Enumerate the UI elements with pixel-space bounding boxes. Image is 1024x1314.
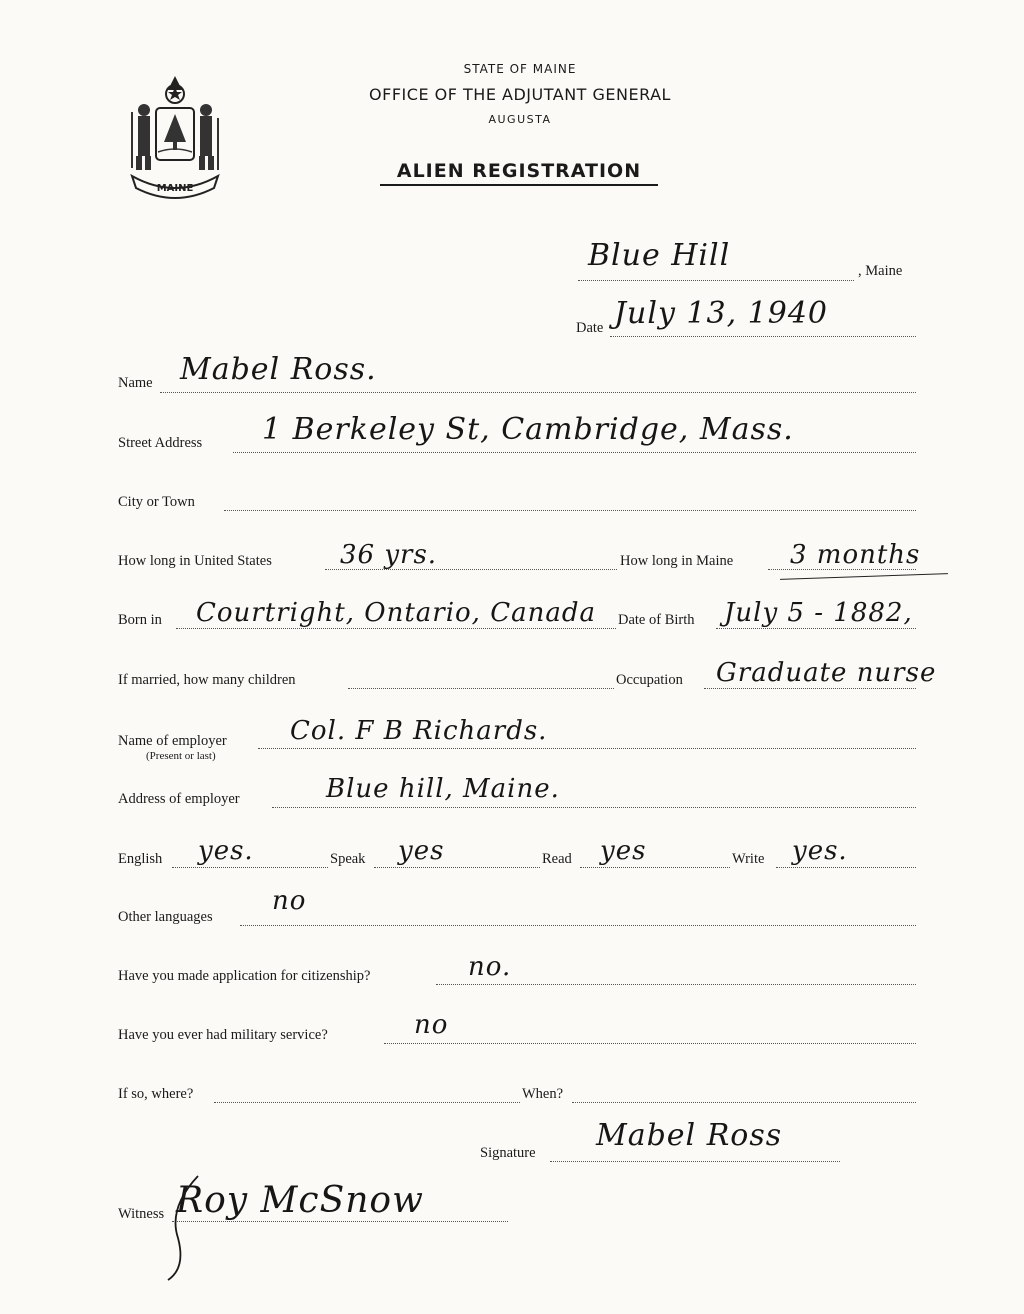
- town-entry: Blue Hill: [588, 238, 731, 273]
- write-entry: yes.: [792, 836, 848, 866]
- read-label: Read: [542, 851, 572, 867]
- seal-banner-text: MAINE: [156, 183, 194, 194]
- date-of-birth-entry: July 5 - 1882,: [724, 598, 913, 628]
- date-line: [610, 336, 916, 337]
- witness-label: Witness: [118, 1206, 165, 1222]
- write-label: Write: [732, 851, 765, 867]
- witness-flourish-icon: [158, 1168, 278, 1288]
- how-long-maine-label: How long in Maine: [620, 553, 734, 569]
- date-label: Date: [576, 320, 604, 336]
- where-line: [214, 1102, 520, 1103]
- military-entry: no: [414, 1010, 449, 1040]
- town-line: [578, 280, 854, 281]
- citizenship-entry: no.: [468, 952, 512, 982]
- form-title: ALIEN REGISTRATION: [380, 160, 658, 186]
- employer-address-label: Address of employer: [118, 791, 240, 807]
- city-label: City or Town: [118, 494, 195, 510]
- military-label: Have you ever had military service?: [118, 1027, 328, 1043]
- employer-sublabel: (Present or last): [146, 750, 216, 762]
- date-of-birth-label: Date of Birth: [618, 612, 695, 628]
- signature-line: [550, 1161, 840, 1162]
- when-line: [572, 1102, 916, 1103]
- how-long-us-label: How long in United States: [118, 553, 272, 569]
- english-line: [172, 867, 328, 868]
- speak-entry: yes: [398, 836, 445, 866]
- witness-signature: Roy McSnow: [176, 1180, 424, 1221]
- signature-label: Signature: [480, 1145, 536, 1161]
- employer-line: [258, 748, 916, 749]
- other-languages-line: [240, 925, 916, 926]
- citizenship-label: Have you made application for citizenship?: [118, 968, 371, 984]
- occupation-entry: Graduate nurse: [716, 658, 937, 688]
- born-in-entry: Courtright, Ontario, Canada: [196, 598, 597, 628]
- born-in-line: [176, 628, 616, 629]
- name-line: [160, 392, 916, 393]
- maine-label: , Maine: [858, 263, 903, 279]
- other-languages-entry: no: [272, 886, 307, 916]
- occupation-line: [704, 688, 916, 689]
- date-of-birth-line: [716, 628, 916, 629]
- read-line: [580, 867, 730, 868]
- write-line: [776, 867, 916, 868]
- how-long-us-entry: 36 yrs.: [340, 540, 438, 570]
- maine-underline-stroke: [780, 573, 948, 580]
- header-state: STATE OF MAINE: [463, 62, 577, 76]
- maine-seal-icon: [120, 72, 230, 202]
- english-label: English: [118, 851, 163, 867]
- signature-entry: Mabel Ross: [596, 1118, 783, 1153]
- english-entry: yes.: [198, 836, 254, 866]
- speak-line: [374, 867, 540, 868]
- header-city: AUGUSTA: [488, 113, 552, 126]
- speak-label: Speak: [330, 851, 366, 867]
- other-languages-label: Other languages: [118, 909, 213, 925]
- where-label: If so, where?: [118, 1086, 194, 1102]
- city-line: [224, 510, 916, 511]
- date-entry: July 13, 1940: [614, 296, 829, 331]
- name-entry: Mabel Ross.: [180, 352, 377, 387]
- street-line: [233, 452, 916, 453]
- occupation-label: Occupation: [616, 672, 683, 688]
- street-label: Street Address: [118, 435, 203, 451]
- employer-label: Name of employer: [118, 733, 227, 749]
- employer-entry: Col. F B Richards.: [290, 716, 548, 746]
- married-children-line: [348, 688, 614, 689]
- citizenship-line: [436, 984, 916, 985]
- employer-address-line: [272, 807, 916, 808]
- when-label: When?: [522, 1086, 564, 1102]
- military-line: [384, 1043, 916, 1044]
- married-children-label: If married, how many children: [118, 672, 296, 688]
- name-label: Name: [118, 375, 153, 391]
- how-long-maine-entry: 3 months: [790, 540, 921, 570]
- header-office: OFFICE OF THE ADJUTANT GENERAL: [369, 85, 671, 104]
- employer-address-entry: Blue hill, Maine.: [326, 774, 560, 804]
- born-in-label: Born in: [118, 612, 162, 628]
- street-entry: 1 Berkeley St, Cambridge, Mass.: [262, 412, 794, 447]
- read-entry: yes: [600, 836, 647, 866]
